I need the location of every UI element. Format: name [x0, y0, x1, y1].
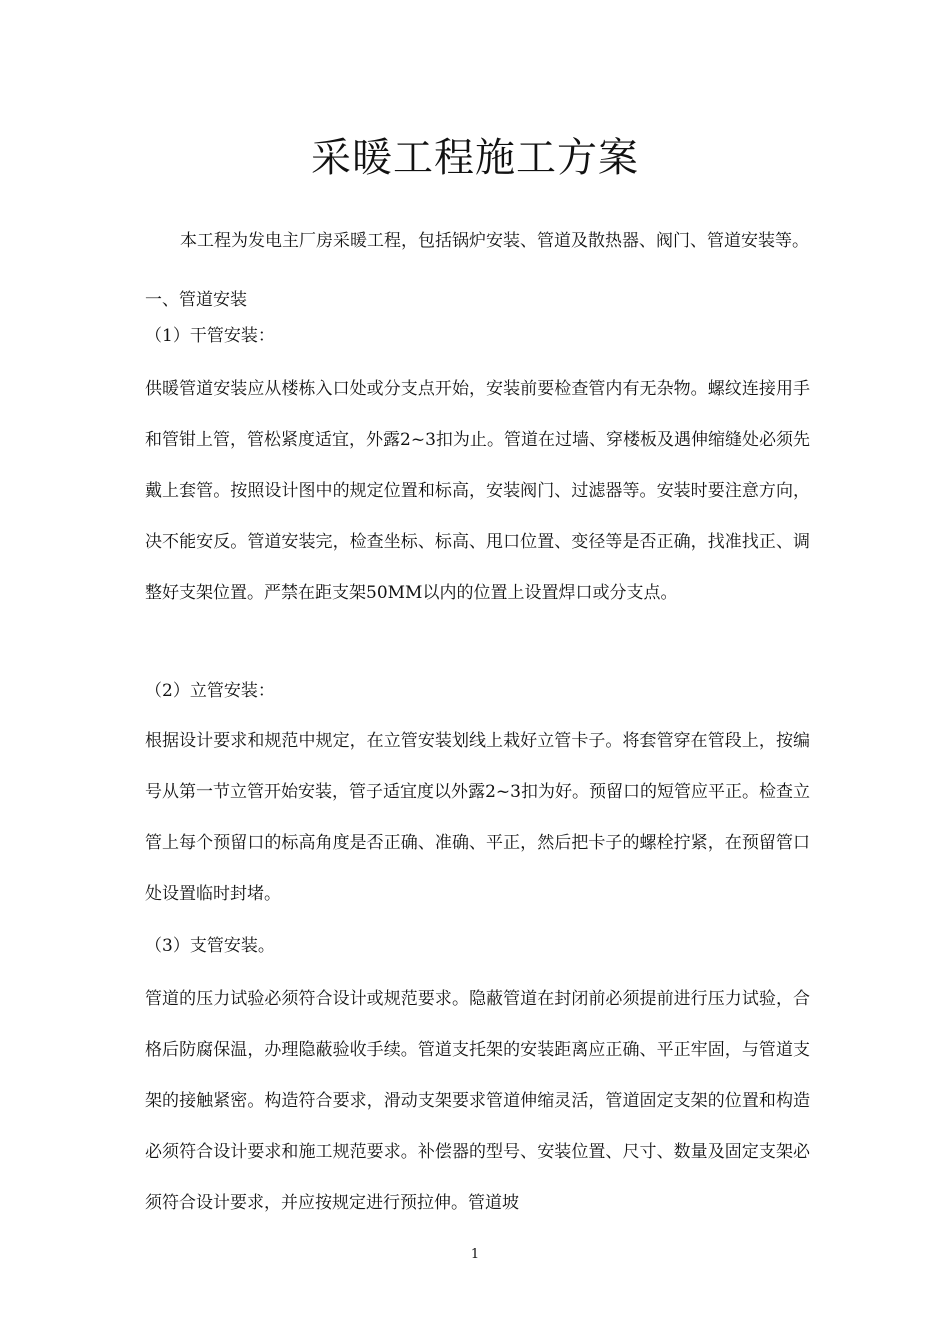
- paragraph-main-pipe: 供暖管道安装应从楼栋入口处或分支点开始，安装前要检查管内有无杂物。螺纹连接用手和管钳上管，管松紧度适宜，外露2~3扣为止。管道在过墙、穿楼板及遇伸缩缝处必须先戴上套管。按照设计图中的规定位置和标高，安装阀门、过滤器等。安装时要注意方向，决不能安反。管道安装完，检查坐标、标高、甩口位置、变径等是否正确，找准找正、调整好支架位置。严禁在距支架50MM以内的位置上设置焊口或分支点。: [145, 379, 810, 603]
- paragraph-branch-pipe: 管道的压力试验必须符合设计或规范要求。隐蔽管道在封闭前必须提前进行压力试验，合格后防腐保温，办理隐蔽验收手续。管道支托架的安装距离应正确、平正牢固，与管道支架的接触紧密。构造符合要求，滑动支架要求管道伸缩灵活，管道固定支架的位置和构造必须符合设计要求和施工规范要求。补偿器的型号、安装位置、尺寸、数量及固定支架必须符合设计要求，并应按规定进行预拉伸。管道坡: [145, 989, 810, 1213]
- section-heading-pipe-installation: 一、管道安装: [145, 290, 247, 310]
- subsection-heading-main-pipe: （1）干管安装：: [145, 326, 275, 346]
- subsection-heading-branch-pipe: （3）支管安装。: [145, 936, 275, 956]
- intro-paragraph: 本工程为发电主厂房采暖工程，包括锅炉安装、管道及散热器、阀门、管道安装等。: [180, 231, 809, 251]
- subsection-heading-riser: （2）立管安装：: [145, 681, 275, 701]
- page-number: 1: [470, 1247, 480, 1262]
- document-title: 采暖工程施工方案: [311, 135, 639, 181]
- paragraph-riser: 根据设计要求和规范中规定，在立管安装划线上栽好立管卡子。将套管穿在管段上，按编号从第一节立管开始安装，管子适宜度以外露2~3扣为好。预留口的短管应平正。检查立管上每个预留口的标高角度是否正确、准确、平正，然后把卡子的螺栓拧紧，在预留管口处设置临时封堵。: [145, 731, 810, 904]
